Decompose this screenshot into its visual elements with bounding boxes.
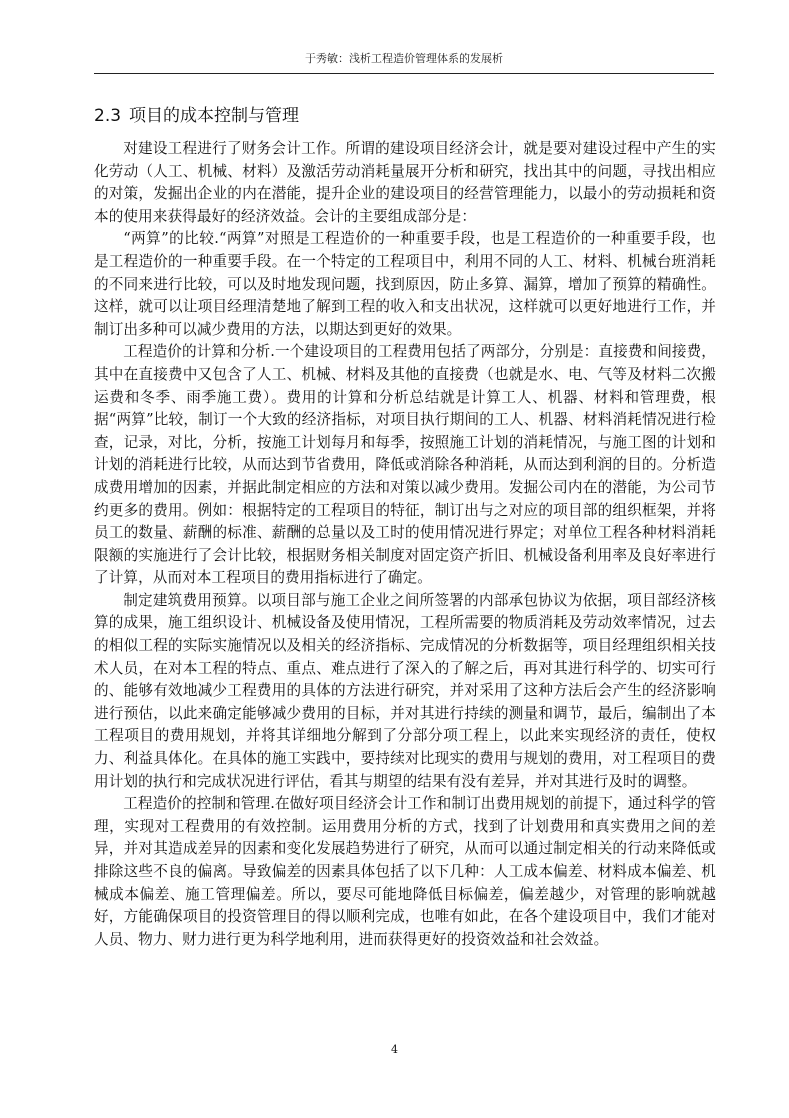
paragraph-cost-calculation: 工程造价的计算和分析.一个建设项目的工程费用包括了两部分，分别是：直接费和间接费，其中在直接费中又包含了人工、机械、材料及其他的直接费（也就是水、电、气等及材料二次搬运费和冬季、雨季施工费）。费用的计算和分析总结就是计算工人、机器、材料和管理费，根据“两算”比较，制订一个大致的经济指标，对项目执行期间的工人、机器、材料消耗情况进行检查，记录，对比，分析，按施工计划每月和每季，按照施工计划的消耗情况，与施工图的计划和计划的消耗进行比较，从而达到节省费用，降低或消除各种消耗，从而达到利润的目的。分析造成费用增加的因素，并据此制定相应的方法和对策以减少费用。发掘公司内在的潜能，为公司节约更多的费用。例如：根据特定的工程项目的特征，制订出与之对应的项目部的组织框架，并将员工的数量、薪酬的标准、薪酬的总量以及工时的使用情况进行界定；对单位工程各种材料消耗限额的实施进行了会计比较，根据财务相关制度对固定资产折旧、机械设备利用率及良好率进行了计算，从而对本工程项目的费用指标进行了确定。 (94, 343, 716, 587)
paragraph-cost-control: 工程造价的控制和管理.在做好项目经济会计工作和制订出费用规划的前提下，通过科学的管理，实现对工程费用的有效控制。运用费用分析的方式，找到了计划费用和真实费用之间的差异，并对其造成差异的因素和变化发展趋势进行了研究，从而可以通过制定相关的行动来降低或排除这些不良的偏离。导致偏差的因素具体包括了以下几种：人工成本偏差、材料成本偏差、机械成本偏差、施工管理偏差。所以，要尽可能地降低目标偏差，偏差越少，对管理的影响就越好，方能确保项目的投资管理目的得以顺利完成，也唯有如此，在各个建设项目中，我们才能对人员、物力、财力进行更为科学地利用，进而获得更好的投资效益和社会效益。 (94, 795, 716, 948)
paragraph-budget-planning: 制定建筑费用预算。以项目部与施工企业之间所签署的内部承包协议为依据，项目部经济核算的成果，施工组织设计、机械设备及使用情况，工程所需要的物质消耗及劳动效率情况，过去的相似工程的实际实施情况以及相关的经济指标、完成情况的分析数据等，项目经理组织相关技术人员，在对本工程的特点、重点、难点进行了深入的了解之后，再对其进行科学的、切实可行的、能够有效地减少工程费用的具体的方法进行研究，并对采用了这种方法后会产生的经济影响进行预估，以此来确定能够减少费用的目标，并对其进行持续的测量和调节，最后，编制出了本工程项目的费用规划，并将其详细地分解到了分部分项工程上，以此来实现经济的责任，使权力、利益具体化。在具体的施工实践中，要持续对比现实的费用与规划的费用，对工程项目的费用计划的执行和完成状况进行评估，看其与期望的结果有没有差异，并对其进行及时的调整。 (94, 591, 716, 790)
header-rule (94, 73, 714, 74)
section-heading (94, 104, 714, 128)
page-number: 4 (391, 1043, 398, 1056)
body-text (94, 138, 716, 951)
paragraph-two-budget-comparison: “两算”的比较.“两算”对照是工程造价的一种重要手段，也是工程造价的一种重要手段，也是工程造价的一种重要手段。在一个特定的工程项目中，利用不同的人工、材料、机械台班消耗的不同来进行比较，可以及时地发现问题，找到原因，防止多算、漏算，增加了预算的精确性。这样，就可以让项目经理清楚地了解到工程的收入和支出状况，这样就可以更好地进行工作，并制订出多种可以减少费用的方法，以期达到更好的效果。 (94, 230, 716, 338)
paragraph-intro: 对建设工程进行了财务会计工作。所谓的建设项目经济会计，就是要对建设过程中产生的实化劳动（人工、机械、材料）及激活劳动消耗量展开分析和研究，找出其中的问题，寻找出相应的对策，发掘出企业的内在潜能，提升企业的建设项目的经营管理能力，以最小的劳动损耗和资本的使用来获得最好的经济效益。会计的主要组成部分是： (94, 140, 716, 225)
section-title: 项目的成本控制与管理 (129, 106, 300, 126)
running-header: 于秀敏：浅析工程造价管理体系的发展析 (305, 52, 503, 65)
section-number: 2.3 (94, 106, 122, 126)
